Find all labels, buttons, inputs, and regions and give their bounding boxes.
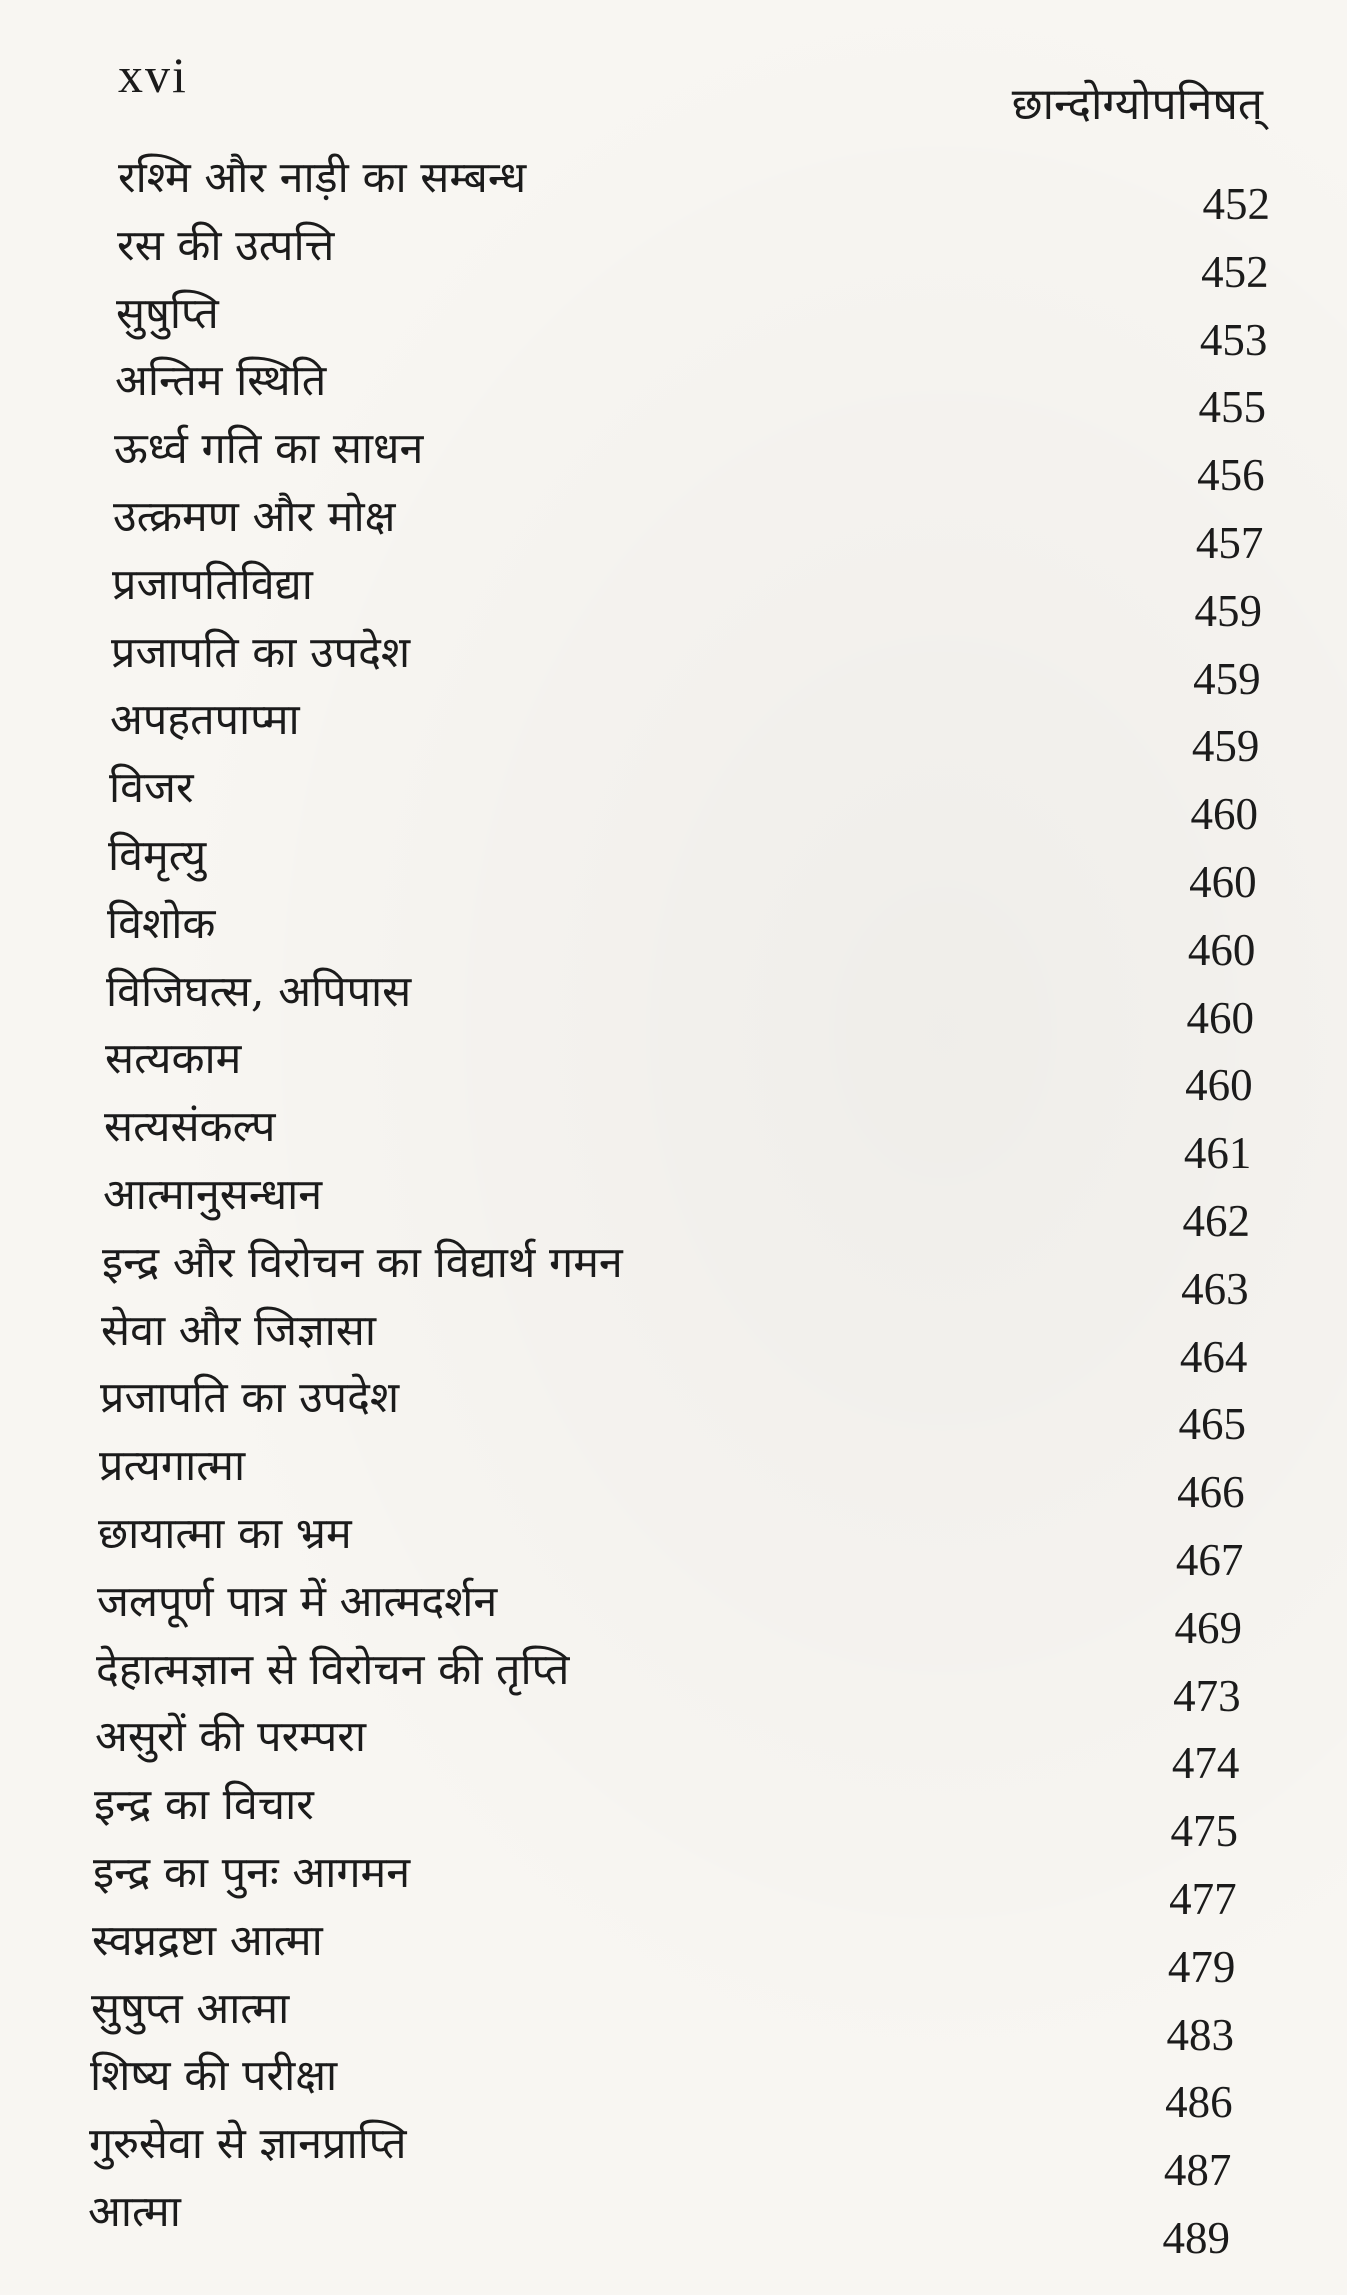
toc-title: सुषुप्ति: [116, 288, 219, 339]
toc-title: अन्तिम स्थिति: [115, 356, 327, 407]
toc-title: रश्मि और नाड़ी का सम्बन्ध: [118, 153, 527, 203]
toc-title: सत्यसंकल्प: [104, 1102, 276, 1153]
toc-page-number: 487: [1163, 2145, 1232, 2196]
toc-page-number: 452: [1202, 179, 1270, 229]
toc-title: प्रजापतिविद्या: [112, 559, 313, 610]
toc-title: सुषुप्त आत्मा: [91, 1983, 290, 2034]
toc-page-number: 474: [1171, 1738, 1240, 1789]
toc-row: [114, 416, 1265, 501]
toc-row: [106, 959, 1254, 1043]
toc-row: [94, 1772, 1238, 1857]
toc-page-number: 455: [1198, 382, 1266, 433]
toc-page-number: 460: [1190, 789, 1258, 840]
toc-title: स्वप्नद्रष्टा आत्मा: [92, 1915, 323, 1966]
toc-row: [90, 2043, 1233, 2128]
toc-title: प्रजापति का उपदेश: [111, 627, 411, 678]
toc-title: इन्द्र का विचार: [94, 1780, 314, 1831]
toc-page-number: 459: [1194, 585, 1262, 636]
toc-page-number: 466: [1177, 1467, 1245, 1518]
toc-page-number: 462: [1182, 1196, 1250, 1246]
toc-row: [93, 1840, 1237, 1924]
toc-page-number: 459: [1193, 653, 1261, 704]
toc-row: [113, 484, 1264, 568]
toc-title: अपहतपाप्मा: [110, 695, 300, 746]
toc-title: ऊर्ध्व गति का साधन: [114, 424, 424, 475]
toc-title: विजर: [109, 763, 194, 814]
toc-title: जलपूर्ण पात्र में आत्मदर्शन: [97, 1576, 498, 1627]
toc-title: गुरुसेवा से ज्ञानप्राप्ति: [89, 2119, 407, 2170]
toc-row: [99, 1433, 1245, 1518]
toc-page-number: 460: [1189, 857, 1257, 907]
toc-row: [91, 1976, 1234, 2060]
toc-title: आत्मानुसन्धान: [103, 1170, 323, 1220]
toc-row: [102, 1230, 1249, 1314]
running-title: छान्दोग्योपनिषत्: [1011, 79, 1263, 130]
toc-row: [118, 145, 1270, 229]
toc-page-number: 459: [1191, 721, 1260, 772]
toc-row: [117, 213, 1269, 297]
toc-page-number: 479: [1167, 1941, 1236, 1992]
toc-row: [108, 823, 1257, 907]
toc-title: उत्क्रमण और मोक्ष: [113, 492, 396, 542]
toc-title: शिष्य की परीक्षा: [90, 2051, 338, 2102]
toc-page-number: 475: [1170, 1806, 1238, 1857]
toc-page-number: 473: [1173, 1670, 1241, 1721]
toc-title: आत्मा: [88, 2187, 181, 2237]
toc-row: [115, 348, 1266, 433]
toc-page-number: 464: [1179, 1331, 1248, 1382]
toc-row: [103, 1162, 1250, 1246]
toc-row: [112, 552, 1262, 636]
toc-title: विशोक: [107, 898, 216, 949]
toc-title: देहात्मज्ञान से विरोचन की तृप्ति: [96, 1644, 570, 1695]
toc-page-number: 467: [1175, 1535, 1244, 1585]
toc-row: [116, 281, 1268, 365]
toc-page-number: 489: [1162, 2213, 1230, 2263]
toc-title: प्रजापति का उपदेश: [100, 1373, 400, 1424]
toc-title: विजिघत्स, अपिपास: [106, 966, 412, 1017]
page-number: xvi: [118, 47, 188, 103]
toc-page-number: 463: [1181, 1263, 1249, 1314]
toc-page-number: 483: [1166, 2009, 1234, 2060]
toc-title: रस की उत्पत्ति: [117, 220, 335, 271]
toc-page-number: 461: [1183, 1128, 1252, 1179]
toc-row: [92, 1908, 1236, 1992]
toc-title: इन्द्र और विरोचन का विद्यार्थ गमन: [102, 1237, 623, 1288]
toc-title: सत्यकाम: [105, 1034, 242, 1085]
toc-title: छायात्मा का भ्रम: [98, 1509, 352, 1559]
toc-page-number: 486: [1165, 2077, 1233, 2128]
toc-page-number: 460: [1186, 992, 1254, 1043]
toc-page-number: 460: [1187, 924, 1256, 975]
toc-row: [97, 1569, 1242, 1653]
toc-row: [98, 1501, 1244, 1585]
toc-row: [89, 2111, 1232, 2196]
toc-title: इन्द्र का पुनः आगमन: [93, 1848, 411, 1898]
toc-title: असुरों की परम्परा: [95, 1712, 367, 1763]
toc-page-number: 469: [1174, 1602, 1242, 1653]
toc-row: [109, 755, 1258, 840]
toc-row: [100, 1365, 1246, 1450]
toc-row: [95, 1704, 1240, 1789]
toc-row: [96, 1637, 1241, 1721]
toc-row: [110, 687, 1260, 772]
toc-page-number: 477: [1169, 1874, 1237, 1924]
toc-row: [101, 1298, 1248, 1382]
toc-page-number: 456: [1197, 450, 1265, 501]
toc-page-number: 457: [1195, 518, 1264, 568]
toc-row: [105, 1026, 1253, 1111]
toc-row: [88, 2179, 1230, 2263]
toc-page-number: 452: [1201, 246, 1269, 297]
toc-page-number: 453: [1199, 314, 1268, 365]
toc-title: विमृत्यु: [108, 831, 207, 881]
toc-title: प्रत्यगात्मा: [99, 1441, 246, 1492]
toc-title: सेवा और जिज्ञासा: [101, 1305, 376, 1356]
toc-page-number: 460: [1185, 1060, 1253, 1111]
toc-page-number: 465: [1178, 1399, 1246, 1450]
toc-row: [107, 891, 1256, 975]
toc-row: [104, 1094, 1252, 1179]
toc-row: [111, 620, 1261, 704]
